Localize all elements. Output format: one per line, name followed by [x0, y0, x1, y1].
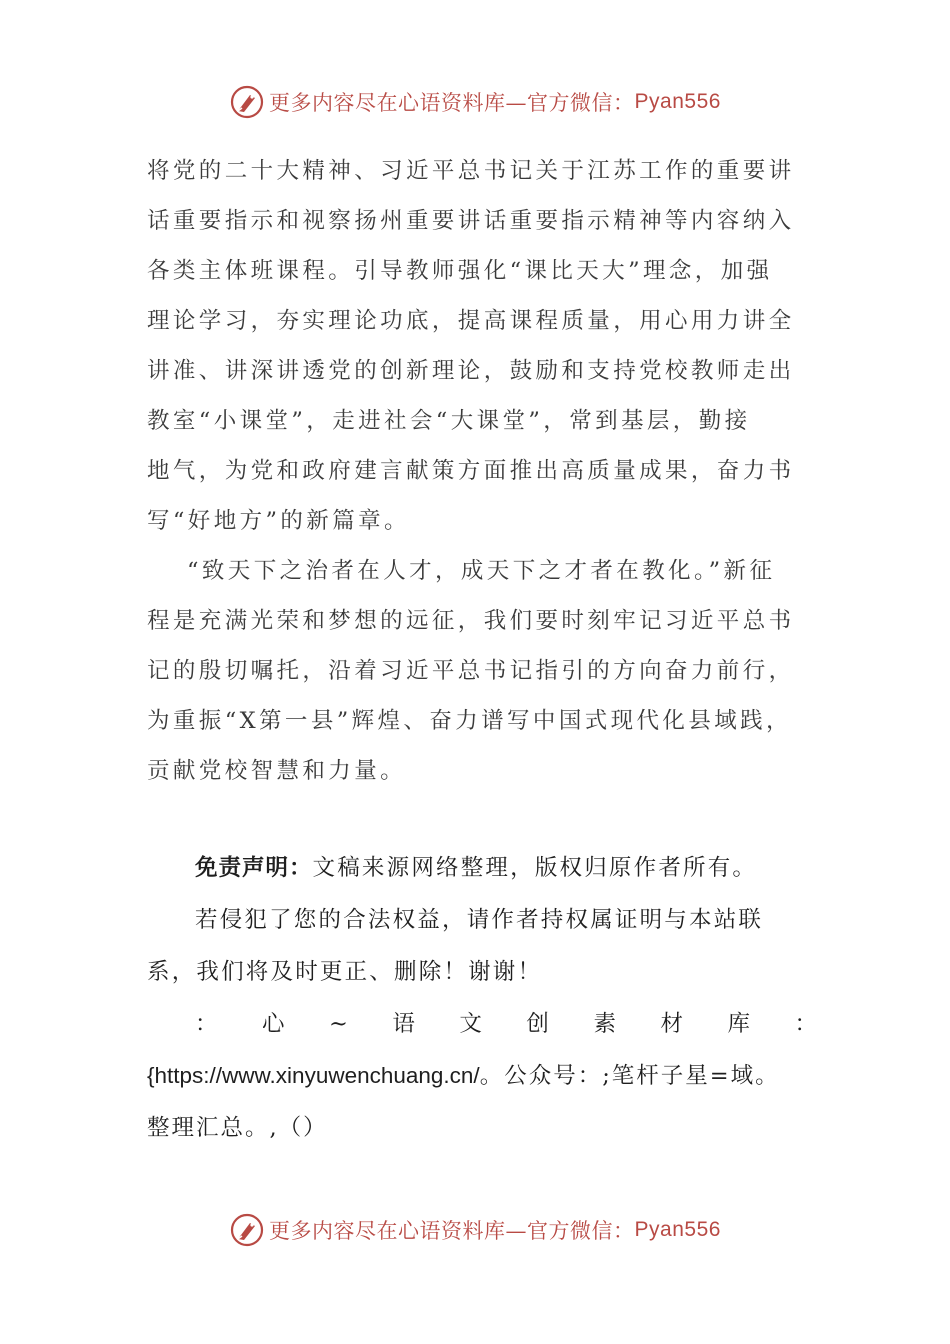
spread-char: 文	[459, 1011, 482, 1037]
paragraph-1	[147, 146, 807, 546]
text-line: 地气，为党和政府建言献策方面推出高质量成果，奋力书	[147, 458, 795, 484]
disclaimer-url-line	[147, 1050, 827, 1102]
text-line: 教室“小课堂”，走进社会“大课堂”，常到基层，勤接	[147, 408, 751, 434]
disclaimer-text: 文稿来源网络整理，版权归原作者所有。	[312, 855, 758, 881]
paragraph-2	[147, 546, 807, 796]
disclaimer-line-2: 若侵犯了您的合法权益，请作者持权属证明与本站联	[195, 907, 764, 933]
disclaimer-last-line: 整理汇总。,（）	[147, 1115, 328, 1141]
site-url-link[interactable]: {https://www.xinyuwenchuang.cn/	[147, 1063, 480, 1088]
pen-nib-logo-icon	[229, 1212, 265, 1248]
footer-wechat-id: Pyan556	[634, 1218, 721, 1241]
text-line: 写“好地方”的新篇章。	[147, 508, 410, 534]
text-line: 将党的二十大精神、习近平总书记关于江苏工作的重要讲	[147, 158, 795, 184]
text-line: “致天下之治者在人才，成天下之才者在教化。”新征	[187, 558, 776, 584]
spread-char: ：	[794, 1011, 817, 1037]
text-line: 讲准、讲深讲透党的创新理论，鼓励和支持党校教师走出	[147, 358, 795, 384]
text-line: 为重振“X第一县”辉煌、奋力谱写中国式现代化县域践，	[147, 708, 792, 734]
spread-char: 语	[392, 1011, 415, 1037]
disclaimer-block	[147, 842, 827, 1154]
disclaimer-line-3: 系，我们将及时更正、删除！谢谢！	[147, 959, 543, 985]
spread-char: 素	[593, 1011, 616, 1037]
pen-nib-logo-icon	[229, 84, 265, 120]
disclaimer-label: 免责声明：	[195, 855, 313, 881]
spread-char: ~	[329, 1011, 348, 1037]
spread-char: 库	[727, 1011, 750, 1037]
url-line-rest: 。公众号：;笔杆子星=域。	[479, 1063, 780, 1089]
text-line: 话重要指示和视察扬州重要讲话重要指示精神等内容纳入	[147, 208, 795, 234]
text-line: 程是充满光荣和梦想的远征，我们要时刻牢记习近平总书	[147, 608, 795, 634]
disclaimer-line-1	[147, 842, 827, 894]
footer-banner-text: 更多内容尽在心语资料库—官方微信：	[269, 1219, 635, 1243]
disclaimer-source-line	[147, 998, 827, 1050]
header-banner	[0, 82, 950, 122]
header-wechat-id: Pyan556	[634, 90, 721, 113]
text-line: 贡献党校智慧和力量。	[147, 758, 407, 784]
spread-char: 材	[660, 1011, 683, 1037]
header-banner-text: 更多内容尽在心语资料库—官方微信：	[269, 91, 635, 115]
text-line: 各类主体班课程。引导教师强化“课比天大”理念，加强	[147, 258, 773, 284]
text-line: 记的殷切嘱托，沿着习近平总书记指引的方向奋力前行，	[147, 658, 795, 684]
text-line: 理论学习，夯实理论功底，提高课程质量，用心用力讲全	[147, 308, 795, 334]
spread-char: 创	[526, 1011, 549, 1037]
spread-char: ：	[195, 1011, 218, 1037]
footer-banner	[0, 1210, 950, 1250]
spread-char: 心	[262, 1011, 285, 1037]
